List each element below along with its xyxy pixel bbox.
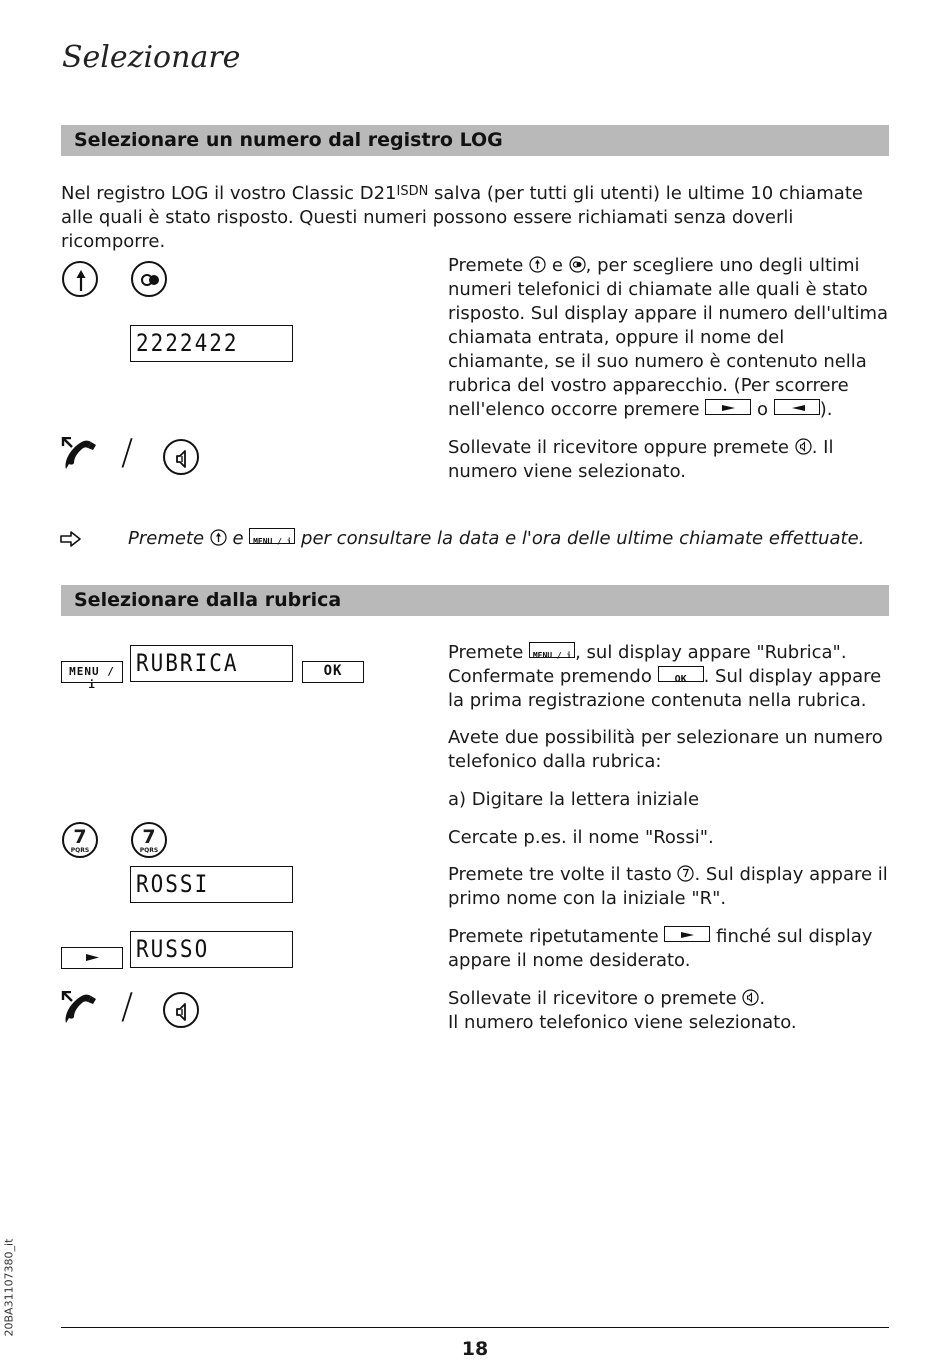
arrow-right-key-icon xyxy=(61,947,123,969)
menu-key-inline: MENU / i xyxy=(249,528,295,544)
speaker-key-icon xyxy=(742,989,759,1006)
log-key-icon xyxy=(131,261,167,297)
section-heading-log: Selezionare un numero dal registro LOG xyxy=(61,125,889,156)
key-7-pqrs: 7 PQRS xyxy=(131,822,167,858)
log-key-icon xyxy=(569,256,586,273)
note-arrow-icon xyxy=(60,530,82,548)
page-number: 18 xyxy=(461,1338,489,1360)
menu-key: MENU / i xyxy=(61,661,123,683)
display-log-number: 2222422 xyxy=(130,325,293,362)
ok-key-inline: OK xyxy=(658,666,704,682)
intro-paragraph: Nel registro LOG il vostro Classic $D21^{ISDN}$ salva (per tutti gli utenti) le ultime 10 chiamate alle quali è stato risposto. Questi numeri possono essere richiamati senza doverli ricomporre. xyxy=(61,183,863,252)
page-title: Selezionare xyxy=(62,40,241,75)
display-rubrica: RUBRICA xyxy=(130,645,293,682)
speaker-key-icon xyxy=(163,439,199,475)
key-7-pqrs: 7 PQRS xyxy=(62,822,98,858)
or-slash: / xyxy=(121,432,134,473)
rubrica-instruction-6: Premete ripetutamente finché sul display appare il nome desiderato. xyxy=(448,926,873,971)
handset-icon xyxy=(60,991,100,1027)
arrow-up-key-icon xyxy=(62,261,98,297)
rubrica-instruction-2: Avete due possibilità per selezionare un numero telefonico dalla rubrica: xyxy=(448,727,883,772)
doc-code: 20BA31107380_it xyxy=(2,1238,16,1337)
arrow-right-key-icon xyxy=(705,399,751,415)
section-heading-rubrica: Selezionare dalla rubrica xyxy=(61,585,889,616)
log-instruction-1: Premete e , per scegliere uno degli ultimi numeri telefonici di chiamate alle quali è stato risposto. Sul display appare il numero dell'ultima chiamata entrata, oppure il nome del chiamante, se il suo numero è contenuto nella rubrica del vostro apparecchio. (Per scorrere nell'elenco occorre premere o ). xyxy=(448,255,889,420)
rubrica-instruction-3: a) Digitare la lettera iniziale xyxy=(448,789,700,810)
speaker-key-icon xyxy=(163,992,199,1028)
rubrica-instruction-7: Sollevate il ricevitore o premete . Il numero telefonico viene selezionato. xyxy=(448,988,797,1033)
log-instruction-2: Sollevate il ricevitore oppure premete . Il numero viene selezionato. xyxy=(448,437,834,482)
speaker-key-icon xyxy=(795,438,812,455)
arrow-right-key-icon xyxy=(664,926,710,942)
note-text: Premete e MENU / i per consultare la data e l'ora delle ultime chiamate effettuate. xyxy=(128,528,865,549)
rubrica-instruction-5: Premete tre volte il tasto . Sul display appare il primo nome con la iniziale "R". xyxy=(448,864,888,909)
display-russo: RUSSO xyxy=(130,931,293,968)
rubrica-instruction-1: Premete MENU / i , sul display appare "Rubrica". Confermate premendo OK . Sul display appare la prima registrazione contenuta nella rubrica. xyxy=(448,642,882,711)
or-slash: / xyxy=(121,986,134,1027)
arrow-up-key-icon xyxy=(210,529,227,546)
display-rossi: ROSSI xyxy=(130,866,293,903)
ok-key: OK xyxy=(302,661,364,683)
handset-icon xyxy=(60,437,100,473)
rubrica-instruction-4: Cercate p.es. il nome "Rossi". xyxy=(448,827,714,848)
arrow-up-key-icon xyxy=(529,256,546,273)
arrow-left-key-icon xyxy=(774,399,820,415)
key-7-inline-icon xyxy=(677,865,694,882)
menu-key-inline: MENU / i xyxy=(529,642,575,658)
footer-rule xyxy=(61,1327,889,1328)
